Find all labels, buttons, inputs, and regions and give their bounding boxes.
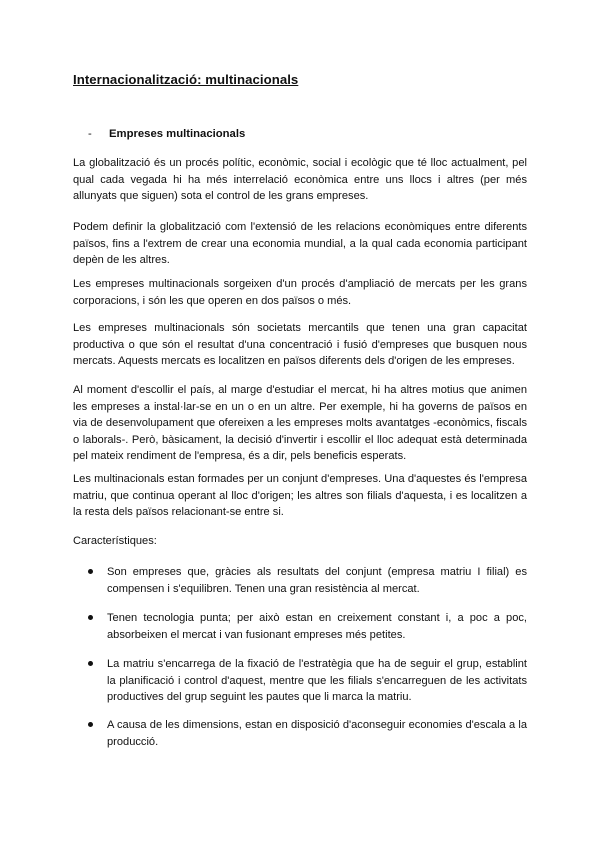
list-item-text: La matriu s'encarrega de la fixació de l'estratègia que ha de seguir el grup, establint la planificació i control d'aquest, mentre que les filials s'encarreguen de les activitats productives del grup seguint les pautes que li marca la matriu. (107, 658, 527, 703)
bullet-dot-icon (88, 661, 93, 666)
bullet-dot-icon (88, 615, 93, 620)
section-heading-text: Empreses multinacionals (109, 128, 246, 140)
list-item (88, 564, 527, 597)
list-item (88, 717, 527, 750)
section-marker: - (88, 128, 92, 140)
paragraph-multinationals-definition: Les empreses multinacionals són societats mercantils que tenen una gran capacitat productiva o que són el resultat d'una concentració i fusió d'empreses que busquen nous mercats. Aquests mercats es localitzen en països diferents dels d'origen de les empreses. (73, 322, 527, 367)
list-item-text: Son empreses que, gràcies als resultats del conjunt (empresa matriu I filial) es compensen i s'equilibren. Tenen una gran resistència al mercat. (107, 566, 527, 595)
list-item (88, 610, 527, 643)
characteristics-label: Característiques: (73, 535, 157, 547)
paragraph-company-structure: Les multinacionals estan formades per un conjunt d'empreses. Una d'aquestes és l'empresa matriu, que continua operant al lloc d'origen; les altres son filials d'aquesta, i es localitzen a la resta dels països relacionant-se entre si. (73, 473, 527, 518)
paragraph-multinationals-origin: Les empreses multinacionals sorgeixen d'un procés d'ampliació de mercats per les grans corporacions, i són les que operen en dos països o més. (73, 278, 527, 307)
list-item-text: A causa de les dimensions, estan en disposició d'aconseguir economies d'escala a la producció. (107, 719, 527, 748)
bullet-dot-icon (88, 722, 93, 727)
paragraph-country-choice: Al moment d'escollir el país, al marge d'estudiar el mercat, hi ha altres motius que animen les empreses a instal·lar-se en un o en un altre. Per exemple, hi ha governs de països en via de desenvolupament que ofereixen a les empreses molts avantatges -econòmics, fiscals o laborals-. Però, bàsicament, la decisió d'invertir i escollir el lloc adequat està determinada pel mateix rendiment de l'empresa, és a dir, pels beneficis esperats. (73, 384, 527, 462)
section-heading (88, 128, 245, 140)
page-title: Internacionalització: multinacionals (73, 72, 299, 87)
list-item-text: Tenen tecnologia punta; per això estan en creixement constant i, a poc a poc, absorbeixen el mercat i van fusionant empreses més petites. (107, 612, 527, 641)
paragraph-globalization-intro: La globalització és un procés polític, econòmic, social i ecològic que té lloc actualment, pel qual cada vegada hi ha més interrelació econòmica entre uns llocs i altres (per més allunyats que siguen) sota el control de les grans empreses. (73, 157, 527, 202)
paragraph-globalization-definition: Podem definir la globalització com l'extensió de les relacions econòmiques entre diferents països, fins a l'extrem de crear una economia mundial, a la qual cada economia participant depèn de les altres. (73, 221, 527, 266)
list-item (88, 656, 527, 706)
bullet-dot-icon (88, 569, 93, 574)
